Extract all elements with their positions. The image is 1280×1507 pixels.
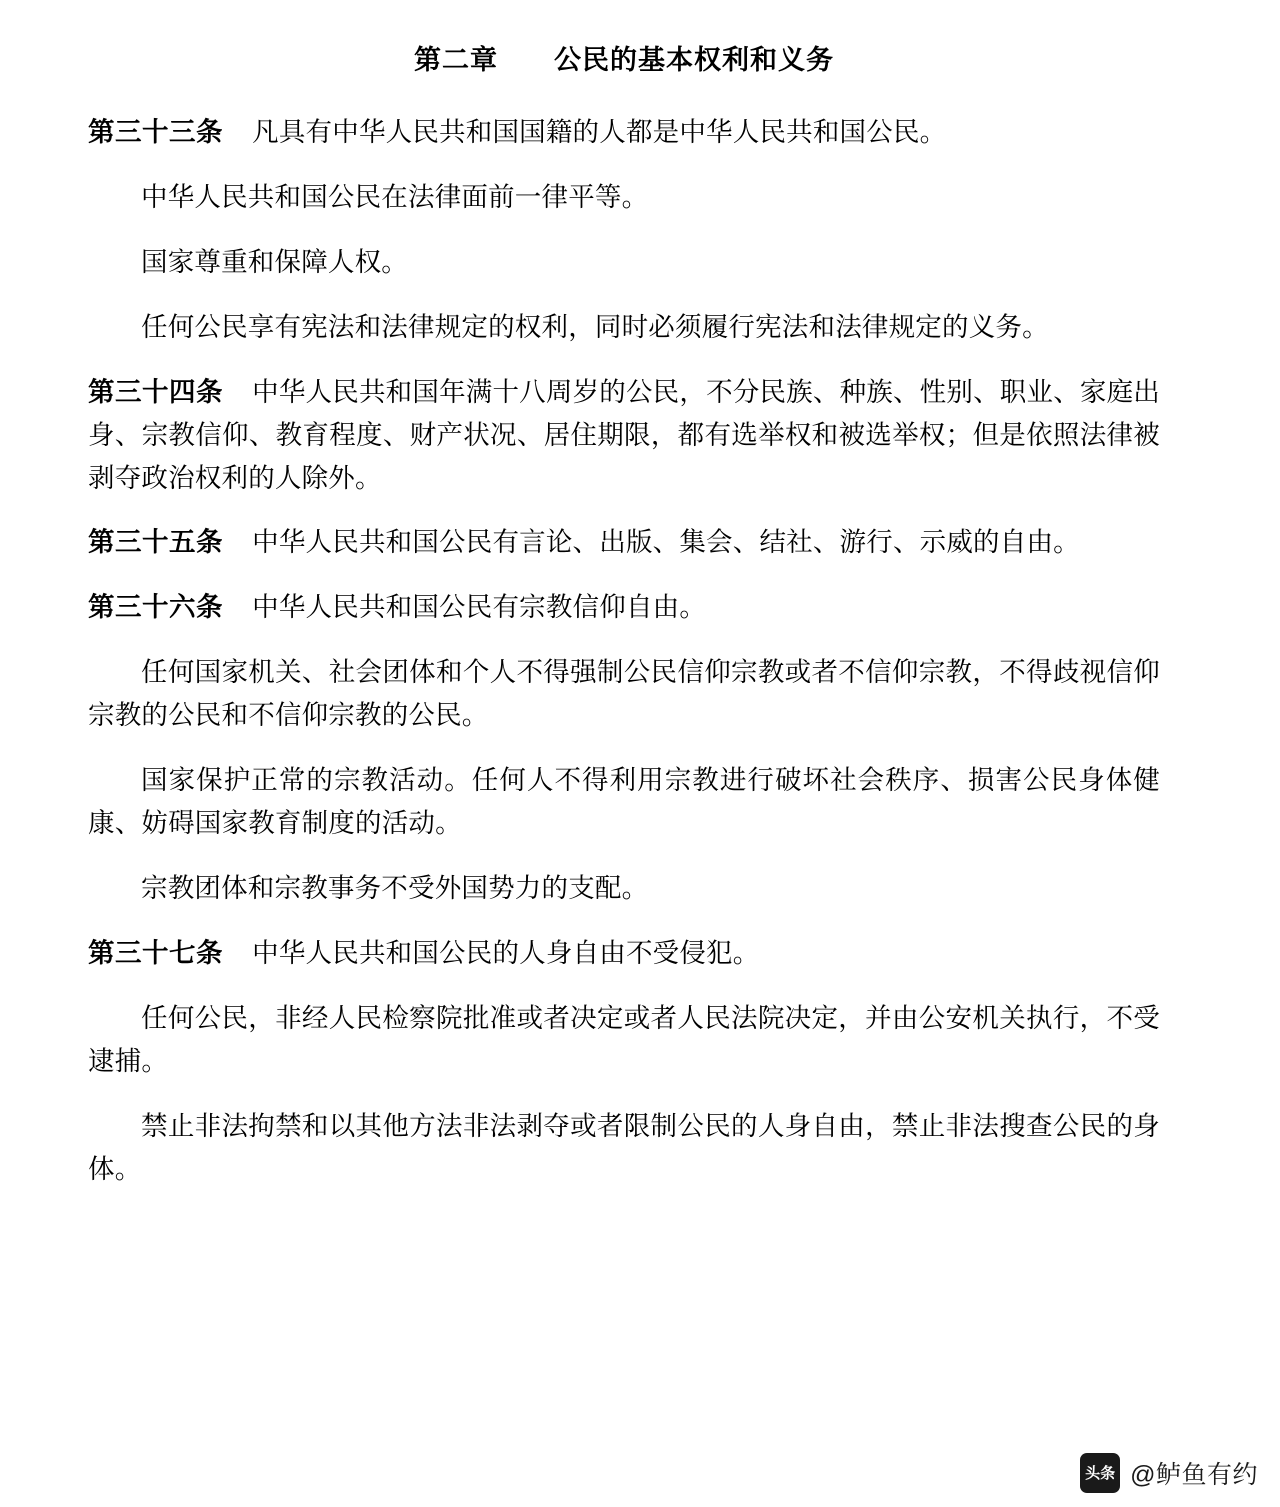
article-paragraph xyxy=(88,521,1160,564)
article-label: 第三十六条 xyxy=(88,592,223,623)
paragraph-text: 国家尊重和保障人权。 xyxy=(141,246,408,277)
paragraph-text: 中华人民共和国年满十八周岁的公民，不分民族、种族、性别、职业、家庭出身、宗教信仰、教育程度、财产状况、居住期限，都有选举权和被选举权；但是依照法律被剥夺政治权利的人除外。 xyxy=(88,376,1160,493)
article-label: 第三十五条 xyxy=(88,527,223,558)
body-paragraph xyxy=(88,306,1160,349)
watermark-username: @鲈鱼有约 xyxy=(1130,1461,1258,1489)
paragraph-text: 国家保护正常的宗教活动。任何人不得利用宗教进行破坏社会秩序、损害公民身体健康、妨碍国家教育制度的活动。 xyxy=(88,765,1160,839)
watermark xyxy=(1080,1453,1258,1493)
article-paragraph xyxy=(88,932,1160,975)
body-paragraph xyxy=(88,867,1160,910)
paragraph-text: 中华人民共和国公民有宗教信仰自由。 xyxy=(252,592,707,623)
paragraph-text: 禁止非法拘禁和以其他方法非法剥夺或者限制公民的人身自由，禁止非法搜查公民的身体。 xyxy=(88,1110,1160,1184)
article-paragraph xyxy=(88,111,1160,154)
paragraph-text: 中华人民共和国公民有言论、出版、集会、结社、游行、示威的自由。 xyxy=(252,527,1080,558)
page-title: 第二章 公民的基本权利和义务 xyxy=(414,45,834,75)
article-label: 第三十七条 xyxy=(88,937,223,968)
paragraph-text: 中华人民共和国公民在法律面前一律平等。 xyxy=(141,181,649,212)
paragraph-text: 凡具有中华人民共和国国籍的人都是中华人民共和国公民。 xyxy=(252,117,947,147)
paragraph-text: 任何公民，非经人民检察院批准或者决定或者人民法院决定，并由公安机关执行，不受逮捕。 xyxy=(88,1002,1160,1076)
body-paragraph xyxy=(88,1105,1160,1191)
body-paragraph xyxy=(88,241,1160,284)
body-paragraph xyxy=(88,176,1160,219)
paragraph-text: 宗教团体和宗教事务不受外国势力的支配。 xyxy=(141,872,649,903)
article-label: 第三十三条 xyxy=(88,117,223,147)
body-paragraph xyxy=(88,759,1160,845)
article-label: 第三十四条 xyxy=(88,376,224,407)
document-body xyxy=(88,111,1160,1191)
article-paragraph xyxy=(88,371,1160,500)
paragraph-text: 任何国家机关、社会团体和个人不得强制公民信仰宗教或者不信仰宗教，不得歧视信仰宗教的公民和不信仰宗教的公民。 xyxy=(88,657,1160,731)
toutiao-logo-icon xyxy=(1080,1453,1120,1493)
body-paragraph xyxy=(88,651,1160,737)
article-paragraph xyxy=(88,586,1160,629)
logo-text-line1: 头条 xyxy=(1085,1464,1116,1482)
body-paragraph xyxy=(88,997,1160,1083)
paragraph-text: 中华人民共和国公民的人身自由不受侵犯。 xyxy=(252,937,760,968)
paragraph-text: 任何公民享有宪法和法律规定的权利，同时必须履行宪法和法律规定的义务。 xyxy=(141,311,1049,342)
